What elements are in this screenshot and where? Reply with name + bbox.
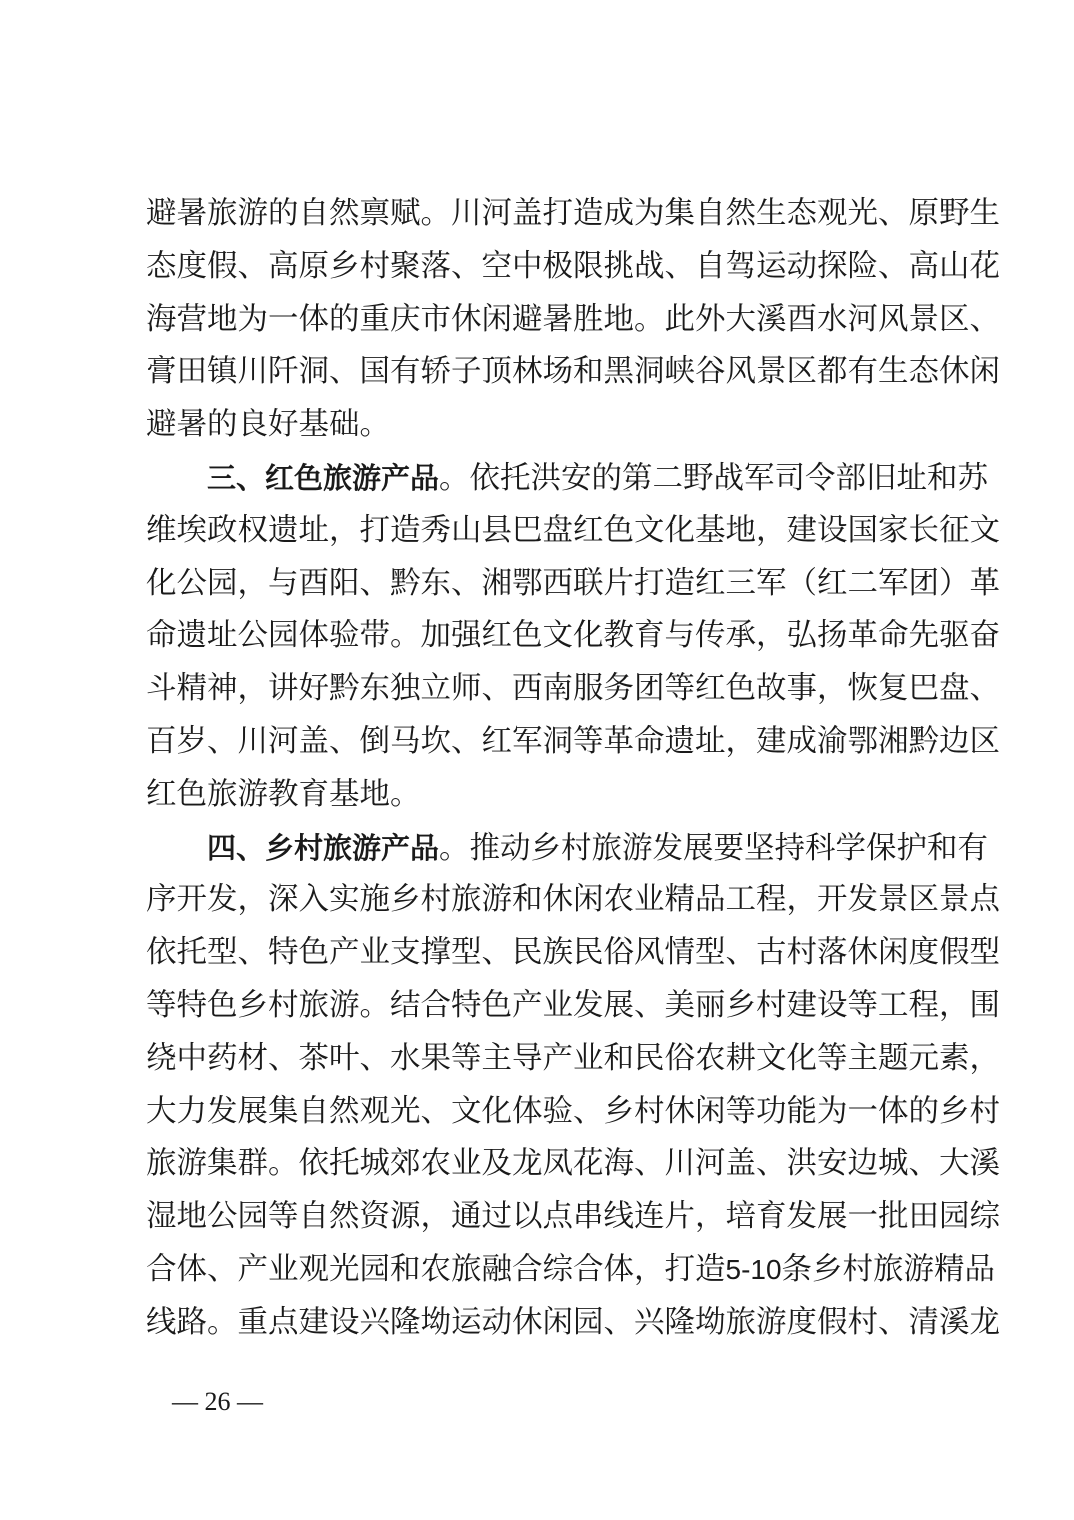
text-line: 大力发展集自然观光、文化体验、乡村休闲等功能为一体的乡村: [146, 1093, 1000, 1129]
text-segment: 合体、产业观光园和农旅融合综合体，打造: [146, 1251, 726, 1287]
text-line: 海营地为一体的重庆市休闲避暑胜地。此外大溪酉水河风景区、: [146, 301, 1000, 337]
section-heading-red-tourism: 三、红色旅游产品: [207, 460, 440, 495]
paragraph-first-line: [146, 822, 989, 875]
text-line: 依托型、特色产业支撑型、民族民俗风情型、古村落休闲度假型: [146, 935, 1000, 971]
paragraph-rural-tourism: [146, 822, 1000, 1350]
paragraph-lead-text: 。依托洪安的第二野战军司令部旧址和苏: [439, 460, 989, 496]
paragraph-lead-text: 。推动乡村旅游发展要坚持科学保护和有: [439, 830, 989, 866]
text-line: 红色旅游教育基地。: [146, 776, 421, 812]
text-line: 百岁、川河盖、倒马坎、红军洞等革命遗址，建成渝鄂湘黔边区: [146, 723, 1000, 759]
text-line: 绕中药材、茶叶、水果等主导产业和民俗农耕文化等主题元素，: [146, 1040, 1000, 1076]
text-line: 态度假、高原乡村聚落、空中极限挑战、自驾运动探险、高山花: [146, 248, 1000, 284]
paragraph-red-tourism: [146, 452, 1000, 822]
route-count-number: 5-10: [725, 1253, 782, 1285]
text-line: 避暑的良好基础。: [146, 407, 390, 443]
text-line: 等特色乡村旅游。结合特色产业发展、美丽乡村建设等工程，围: [146, 987, 1000, 1023]
text-line: 避暑旅游的自然禀赋。川河盖打造成为集自然生态观光、原野生: [146, 196, 1000, 231]
page-number: — 26 —: [172, 1387, 263, 1416]
body-text: [146, 188, 1000, 1350]
text-line-with-number: [146, 1244, 996, 1297]
text-line: 线路。重点建设兴隆坳运动休闲园、兴隆坳旅游度假村、清溪龙: [146, 1304, 1000, 1340]
text-line: 湿地公园等自然资源，通过以点串线连片，培育发展一批田园综: [146, 1199, 1000, 1235]
section-heading-rural-tourism: 四、乡村旅游产品: [207, 830, 440, 865]
text-line: 命遗址公园体验带。加强红色文化教育与传承，弘扬革命先驱奋: [146, 618, 1000, 654]
paragraph-summer-tourism: [146, 188, 1000, 452]
text-line: 斗精神，讲好黔东独立师、西南服务团等红色故事，恢复巴盘、: [146, 671, 1000, 707]
paragraph-first-line: [146, 452, 989, 505]
text-line: 膏田镇川阡洞、国有轿子顶林场和黑洞峡谷风景区都有生态休闲: [146, 354, 1000, 390]
text-line: 化公园，与酉阳、黔东、湘鄂西联片打造红三军（红二军团）革: [146, 565, 1000, 601]
text-line: 序开发，深入实施乡村旅游和休闲农业精品工程，开发景区景点: [146, 882, 1000, 918]
text-line: 旅游集群。依托城郊农业及龙凤花海、川河盖、洪安边城、大溪: [146, 1146, 1000, 1182]
text-line: 维埃政权遗址，打造秀山县巴盘红色文化基地，建设国家长征文: [146, 512, 1000, 548]
text-segment: 条乡村旅游精品: [781, 1251, 996, 1287]
